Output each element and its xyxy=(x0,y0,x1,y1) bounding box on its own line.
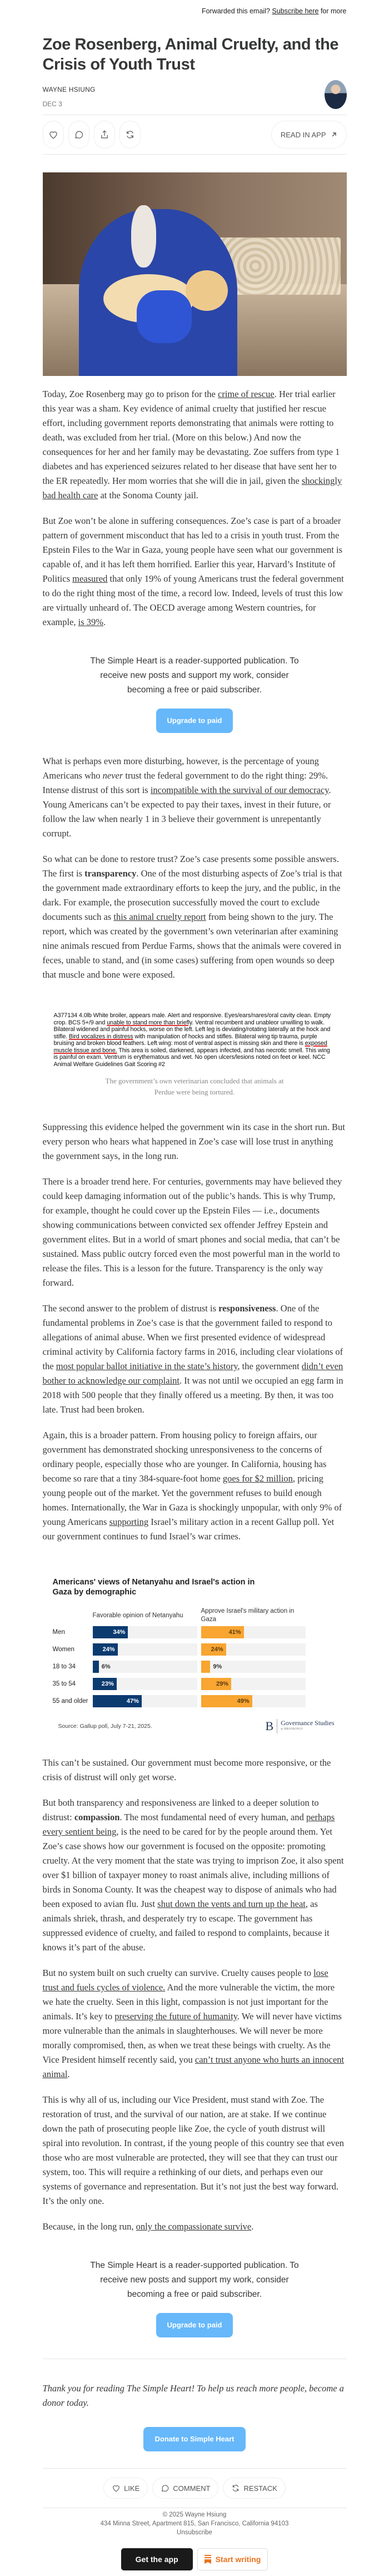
paragraph xyxy=(43,514,347,630)
text-run: Because, in the long run, xyxy=(42,2221,136,2232)
comment-icon xyxy=(74,130,84,140)
inline-link[interactable]: shockingly bad health care xyxy=(42,475,342,501)
text-run: . Young Americans can’t be expected to pay their taxes, invest in their future, or follow the law when nearly 1 in 3 believe their government is unrepentantly corrupt. xyxy=(42,785,331,839)
substack-logo-icon xyxy=(205,2555,211,2564)
hero-flock xyxy=(219,237,341,294)
text-run: Today, Zoe Rosenberg may go to prison for the xyxy=(42,389,218,399)
data-label: 49% xyxy=(237,1698,250,1705)
chart-row xyxy=(53,1676,337,1693)
inline-link[interactable]: crime of rescue xyxy=(218,389,275,399)
text-run: . We will never have victims more vulnerable than the animals in slaughterhouses. We will never be more morally compromised, then, as when we treat these beings with cruelty. As the Vice President himself recently said, you xyxy=(42,2011,342,2065)
comment-icon xyxy=(161,2484,169,2493)
highlighted-text: exposed muscle tissue and bone. xyxy=(53,1040,327,1054)
category-label: Women xyxy=(52,1646,74,1653)
subscribe-link[interactable]: Subscribe here xyxy=(272,7,319,15)
text-run: from being shown to the jury. The report, which was created by the government’s own veterinarian after examining nine animals rescued from Perdue Farms, shows that the animals were covered in feces, unable to stand, and (in some cases) suffering from open wounds so deep that muscle and bone were exposed. xyxy=(42,911,341,980)
data-label: 24% xyxy=(102,1646,115,1653)
unsubscribe-link[interactable]: Unsubscribe xyxy=(177,2529,212,2536)
category-label: 55 and older xyxy=(52,1698,88,1705)
text-run: But both transparency and responsiveness are linked to a deeper solution to distrust: xyxy=(42,1797,319,1822)
cruelty-report-image[interactable] xyxy=(43,1007,347,1068)
data-label: 9% xyxy=(213,1663,222,1670)
subscribe-box xyxy=(43,654,347,733)
arrow-up-right-icon xyxy=(331,131,337,138)
upgrade-to-paid-button[interactable]: Upgrade to paid xyxy=(156,709,233,733)
chart-source: Source: Gallup poll, July 7-21, 2025. xyxy=(58,1723,152,1730)
post-title[interactable]: Zoe Rosenberg, Animal Cruelty, and the Crisis of Youth Trust xyxy=(42,36,339,73)
inline-link[interactable]: incompatible with the survival of our democracy xyxy=(150,785,329,795)
bold-text: transparency xyxy=(84,868,137,879)
data-label: 29% xyxy=(216,1681,229,1687)
bar-track xyxy=(93,1695,197,1707)
inline-link[interactable]: this animal cruelty report xyxy=(113,911,206,922)
text-run: So what can be done to restore trust? Zoe’s case presents some possible answers. The first is xyxy=(42,854,339,879)
restack-icon xyxy=(231,2484,240,2493)
category-label: Men xyxy=(52,1629,65,1636)
brookings-logo xyxy=(266,1719,335,1733)
category-label: 18 to 34 xyxy=(52,1663,76,1670)
text-run: . Ventral recumbent and unableor unwilling to walk. Bilateral widened and painful hocks, worse on the left. Left leg is deviating/rotating laterally at the hock and stifle. xyxy=(53,1019,331,1040)
text-run: This is why all of us, including our Vice President, must stand with Zoe. The restoration of trust, and the survival of our nation, are at stake. If we continue down the path of prosecuting people like Zoe, the cycle of youth distrust will spiral into revolution. In contrast, if the young people of this country see that even those who are most vulnerable are protected, they will see that they can trust our system, too. This will require a rethinking of our diets, and perhaps even our systems of governance and representation. But it’s not just the best way forward. It’s the only one. xyxy=(42,2094,345,2206)
data-label: 24% xyxy=(211,1646,223,1653)
text-run: with manipulation of hocks and stifles. Bilateral wing tip trauma, purple bruising and broken blood feathers. Left wing: most of ventral aspect is missing skin and there is xyxy=(53,1033,317,1047)
heart-icon xyxy=(112,2484,121,2493)
donate-section xyxy=(43,2427,347,2451)
paragraph xyxy=(43,2220,347,2234)
paragraph xyxy=(43,387,347,503)
subscribe-text: The Simple Heart is a reader-supported publication. To receive new posts and support my work, consider becoming a free or paid subscriber. xyxy=(90,656,299,695)
paragraph xyxy=(43,1966,347,2082)
text-run: . Her trial earlier this year was a sham. Key evidence of animal cruelty that justified her rescue effort, including government reports demonstrating that animals were rotting to death, was excluded from her trial. (More on this below.) And now the consequences for her and her family may be devastating. Zoe suffers from type 1 diabetes and has experienced seizures related to her disease that have sent her to the ER repeatedly. Her mom worries that she will die in jail, given the xyxy=(42,389,340,486)
post-date: DEC 3 xyxy=(42,100,62,108)
text-run: . xyxy=(103,617,106,627)
bar xyxy=(201,1661,211,1673)
paragraph xyxy=(43,754,347,841)
paragraph xyxy=(43,1796,347,1955)
text-run: But no system built on such cruelty can survive. Cruelty causes people to xyxy=(42,1968,314,1978)
inline-link[interactable]: only the compassionate survive xyxy=(136,2221,252,2232)
paragraph xyxy=(43,1175,347,1290)
paragraph xyxy=(43,1120,347,1163)
like-button[interactable] xyxy=(103,2478,148,2499)
data-label: 23% xyxy=(101,1681,114,1687)
comment-button[interactable] xyxy=(152,2478,218,2499)
logo-sub: at BROOKINGS xyxy=(281,1728,303,1731)
text-run: Suppressing this evidence helped the government win its case in the short run. But every person who hears what happened in Zoe’s case will lose trust in anything the government says, in the long run. xyxy=(42,1122,345,1161)
like-label: LIKE xyxy=(124,2484,140,2493)
read-in-app-button[interactable] xyxy=(271,121,347,148)
avatar[interactable] xyxy=(325,80,347,109)
divider xyxy=(43,154,347,155)
forwarded-notice xyxy=(43,0,347,22)
bar-track xyxy=(93,1626,197,1638)
text-run: . It was not until we occupied an egg farm in 2018 with 500 people that they finally offered us a meeting. By then, it was too late. Trust had been broken. xyxy=(42,1375,343,1415)
text-run: This area is soiled, darkened, appears infected, and has necrotic smell. This wing is painful on exam. Ventrum is erythematous and wet. No open ulcers/lesions noted on feet or keel. NCC Animal Welfare Guidelines Gait Scoring #2 xyxy=(53,1047,330,1068)
heart-icon xyxy=(48,130,58,140)
inline-link[interactable]: can’t trust anyone who hurts an innocent animal xyxy=(42,2054,345,2079)
bar-track xyxy=(201,1695,306,1707)
hero-image[interactable] xyxy=(43,172,347,376)
chart-row xyxy=(53,1624,337,1641)
inline-link[interactable]: perhaps every sentient being xyxy=(42,1812,335,1837)
bar-track xyxy=(201,1626,306,1638)
subscribe-text: The Simple Heart is a reader-supported publication. To receive new posts and support my work, consider becoming a free or paid subscriber. xyxy=(90,2261,299,2299)
comment-button[interactable] xyxy=(68,121,89,148)
text-run: , is the need to be cared for by the people around them. Yet Zoe’s case shows how our government is focused on the opposite: promoting cruelty. At the very moment that the state was trying to imprison Zoe, it also spent over $1 billion of taxpayer money to roast animals alive, including millions of birds in Sonoma County. It was the cheapest way to dispose of animals who had been exposed to avian flu. Just xyxy=(42,1826,344,1909)
data-label: 47% xyxy=(126,1698,139,1705)
hero-head xyxy=(131,205,157,267)
series-header: Approve Israel's military action in Gaza xyxy=(201,1608,295,1623)
footer-actions xyxy=(43,2469,347,2508)
text-run: , as animals shriek, thrash, and desperately try to escape. The government has suppressed evidence of cruelty, and failed to respond to complaints, because it knows it’s part of the abuse. xyxy=(42,1899,330,1953)
restack-button[interactable] xyxy=(119,121,141,148)
chart-row xyxy=(53,1693,337,1710)
copyright: © 2025 Wayne Hsiung xyxy=(162,2511,227,2518)
text-run: that only 19% of young Americans trust the federal government to do the right thing most of the time, a record low. Indeed, levels of trust this low are virtually unheard of. The OECD average among Western countries, for example, xyxy=(42,573,344,627)
bar-track xyxy=(93,1661,197,1673)
author-name[interactable]: WAYNE HSIUNG xyxy=(42,86,96,93)
comment-label: COMMENT xyxy=(173,2484,211,2493)
restack-label: RESTACK xyxy=(243,2484,277,2493)
bold-text: responsiveness xyxy=(218,1303,276,1314)
article-body xyxy=(43,387,347,2337)
chart-title: Americans' views of Netanyahu and Israel's action in Gaza by demographic xyxy=(52,1578,255,1597)
inline-link[interactable]: supporting xyxy=(109,1517,149,1527)
inline-link[interactable]: measured xyxy=(72,573,108,584)
forwarded-suffix: for more xyxy=(318,7,347,15)
series-header: Favorable opinion of Netanyahu xyxy=(92,1612,183,1619)
inline-link[interactable]: shut down the vents and turn up the heat xyxy=(157,1899,306,1909)
footer-info xyxy=(43,2510,347,2537)
start-writing-button[interactable] xyxy=(197,2548,268,2570)
bar-track xyxy=(93,1678,197,1690)
chart-row xyxy=(53,1641,337,1658)
text-run: . One of the most disturbing aspects of Zoe’s trial is that the government made extraordinary efforts to keep the jury, and the public, in the dark. For example, the prosecution successfully moved the court to exclude documents such as xyxy=(42,868,342,922)
data-label: 6% xyxy=(101,1663,111,1670)
donate-button[interactable]: Donate to Simple Heart xyxy=(143,2427,245,2451)
bar-track xyxy=(201,1661,306,1673)
highlighted-text: unable to stand more than briefly xyxy=(107,1019,192,1026)
byline xyxy=(43,86,347,115)
paragraph xyxy=(43,852,347,982)
email-container xyxy=(43,0,347,2570)
get-the-app-button[interactable]: Get the app xyxy=(121,2548,193,2570)
inline-link[interactable]: preserving the future of humanity xyxy=(114,2011,237,2022)
address: 434 Minna Street, Apartment 815, San Francisco, California 94103 xyxy=(100,2520,289,2527)
text-run: Again, this is a broader pattern. From housing policy to foreign affairs, our government has demonstrated shocking unresponsiveness to the concerns of ordinary people, especially those who are younger. In California, housing has become so rare that a tiny 384-square-foot home xyxy=(42,1430,327,1484)
text-run: . The most fundamental need of every human, and xyxy=(119,1812,306,1822)
start-writing-label: Start writing xyxy=(215,2555,261,2564)
spacer xyxy=(53,1607,93,1624)
hero-glove xyxy=(137,290,191,343)
bold-text: compassion xyxy=(74,1812,120,1822)
text-run: This can’t be sustained. Our government must become more responsive, or the crisis of distrust will only get worse. xyxy=(42,1757,331,1782)
bar xyxy=(93,1661,99,1673)
upgrade-to-paid-button[interactable]: Upgrade to paid xyxy=(156,2313,233,2337)
logo-name: Governance Studies at BROOKINGS xyxy=(281,1720,334,1733)
paragraph xyxy=(43,1428,347,1544)
paragraph xyxy=(43,2093,347,2208)
text-run: trust the federal government to do the right thing: 29%. Intense distrust of this sort is xyxy=(42,770,328,795)
data-label: 41% xyxy=(228,1629,241,1636)
text-run: What is perhaps even more disturbing, however, is the percentage of young Americans who xyxy=(42,756,319,781)
text-run: The second answer to the problem of distrust is xyxy=(42,1303,219,1314)
text-run: . xyxy=(67,2069,70,2079)
thanks-note: Thank you for reading The Simple Heart! To help us reach more people, become a donor today. xyxy=(42,2383,344,2408)
text-run: Israel’s military action in a recent Gallup poll. Yet our government continues to fund Israel’s war crimes. xyxy=(42,1517,335,1542)
bar-track xyxy=(201,1678,306,1690)
bar-track xyxy=(201,1643,306,1656)
text-run: . One of the fundamental problems in Zoe’s case is that the government failed to respond to allegations of animal abuse. When we first presented evidence of widespread criminal activity by California factory farms in 2016, including clear violations of the xyxy=(42,1303,343,1371)
text-run: , pricing young people out of the market. Yet the government refuses to build enough homes. Internationally, the War in Gaza is shockingly unpopular, with only 9% of young Americans xyxy=(42,1473,342,1527)
paragraph xyxy=(43,1301,347,1417)
highlighted-text: Bird vocalizes in distress xyxy=(68,1033,133,1040)
text-run: A377134 4.0lb White broiler, appears male. Alert and responsive. Eyes/ears/nares/oral cavity clean. Empty crop. BCS 5+/9 and xyxy=(53,1012,331,1026)
gallup-chart xyxy=(43,1577,347,1733)
share-button[interactable] xyxy=(94,121,115,148)
text-run: There is a broader trend here. For centuries, governments may have believed they could keep damaging information out of the public’s hands. This is why Trump, for example, thought he could cover up the Epstein Files — i.e., documents showing communications between convicted sex offender Jeffrey Epstein and government elites. But in a world of smart phones and social media, that can’t be sustained. Mass public outcry forced even the most powerful man in the world to release the files. This is a lesson for the future. Transparency is the only way forward. xyxy=(42,1176,342,1288)
like-button[interactable] xyxy=(43,121,64,148)
text-run: , the government xyxy=(237,1361,302,1371)
subscribe-box xyxy=(43,2258,347,2337)
hero-duck xyxy=(186,270,228,311)
restack-icon xyxy=(125,130,135,140)
forwarded-text: Forwarded this email? xyxy=(201,7,272,15)
app-buttons xyxy=(43,2548,347,2570)
data-label: 34% xyxy=(113,1629,126,1636)
text-run: But Zoe won’t be alone in suffering consequences. Zoe’s case is part of a broader pattern of government misconduct that has led to a crisis in youth trust. From the Epstein Files to the War in Gaza, young people have seen what our government is capable of, and it has left them horrified. Earlier this year, Harvard’s Institute of Politics xyxy=(42,516,343,584)
text-run: . xyxy=(251,2221,254,2232)
text-run: And the more vulnerable the victim, the more we hate the cruelty. Seen in this light, compassion is not just important for the animals. It’s key to xyxy=(42,1982,335,2022)
post-actions xyxy=(43,115,347,154)
logo-letter: B xyxy=(266,1719,278,1733)
inline-link[interactable]: is 39% xyxy=(78,617,104,627)
read-in-app-label: READ IN APP xyxy=(280,130,326,139)
category-label: 35 to 54 xyxy=(52,1681,76,1687)
inline-link[interactable]: lose trust and fuels cycles of violence. xyxy=(42,1968,328,1993)
paragraph xyxy=(43,1756,347,1785)
inline-link[interactable]: goes for $2 million xyxy=(222,1473,293,1484)
chart-row xyxy=(53,1658,337,1676)
inline-link[interactable]: most popular ballot initiative in the state’s history xyxy=(56,1361,238,1371)
image-caption: The government’s own veterinarian concluded that animals at Perdue were being tortured. xyxy=(105,1077,284,1096)
restack-button[interactable] xyxy=(223,2478,285,2499)
chart-series-headers xyxy=(53,1607,337,1624)
chart-footer xyxy=(53,1719,337,1733)
bar-track xyxy=(93,1643,197,1656)
text-run: at the Sonoma County jail. xyxy=(98,490,198,501)
inline-link[interactable]: didn’t even bother to acknowledge our complaint xyxy=(42,1361,343,1386)
italic-text: never xyxy=(102,770,123,781)
share-icon xyxy=(99,130,109,140)
